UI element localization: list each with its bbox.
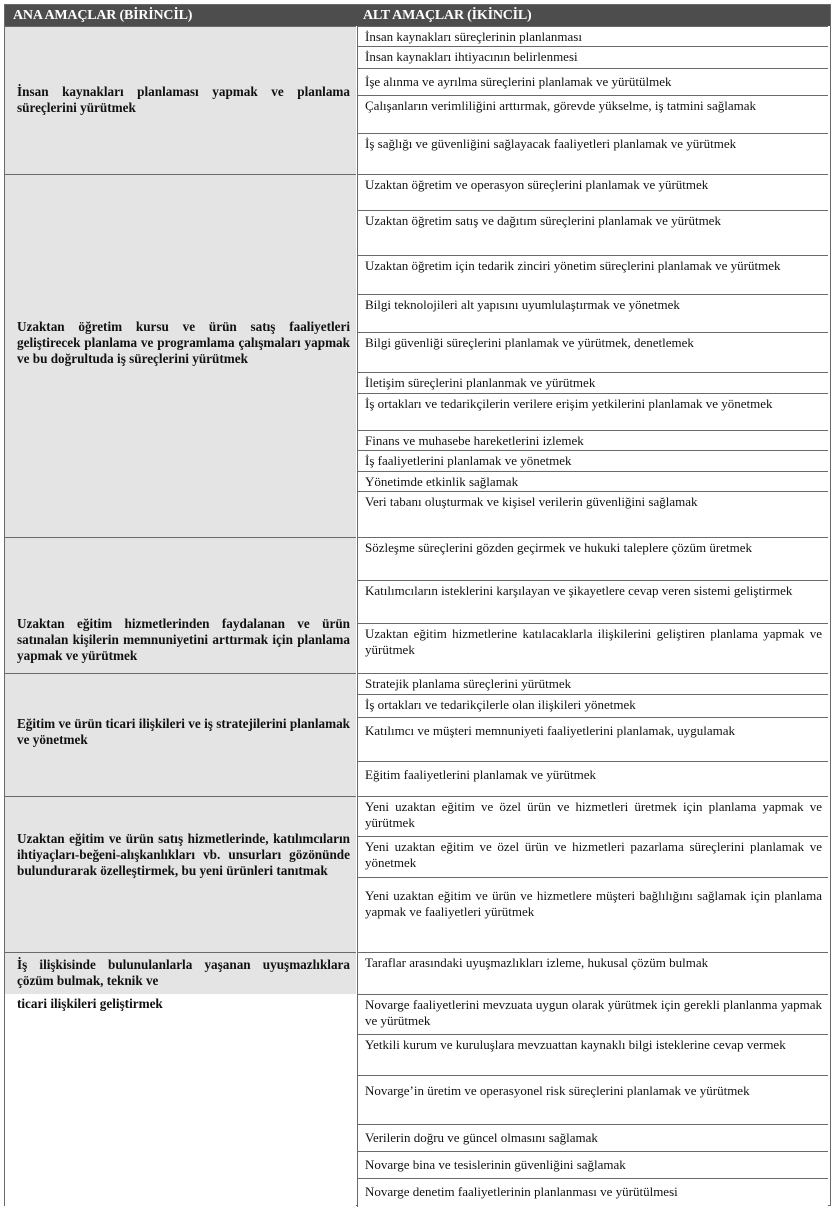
sub-objective-cell [357, 1124, 828, 1151]
header-main-objectives: ANA AMAÇLAR (BİRİNCİL) [13, 8, 193, 23]
sub-objective-cell [357, 210, 828, 255]
main-objective-text: Uzaktan eğitim ve ürün satış hizmetlerinde, katılımcıların ihtiyaçları-beğeni-alışkanlıkları vb. unsurları gözönünde bulundurarak özelleştirmek, bu yeni ürünleri tanıtmak [17, 831, 350, 878]
main-objective-text: Uzaktan öğretim kursu ve ürün satış faaliyetleri geliştirecek planlama ve programlama çalışmaları yapmak ve bu doğrultuda iş süreçlerini yürütmek [17, 319, 350, 366]
sub-objective-cell [357, 332, 828, 372]
main-objective-text: İş ilişkisinde bulunulanlarla yaşanan uyuşmazlıklara çözüm bulmak, teknik ve [17, 957, 350, 988]
sub-objective-cell [357, 537, 828, 580]
header-sub-objectives: ALT AMAÇLAR (İKİNCİL) [363, 8, 532, 23]
sub-objective-cell [357, 761, 828, 796]
sub-objective-text: Novarge faaliyetlerini mevzuata uygun olarak yürütmek için gerekli planlanma yapmak ve yürütmek [365, 997, 822, 1028]
sub-objective-cell [357, 877, 828, 952]
sub-objective-cell [357, 68, 828, 95]
sub-objective-cell [357, 372, 828, 393]
sub-objective-text: Bilgi güvenliği süreçlerini planlamak ve yürütmek, denetlemek [365, 335, 694, 350]
main-objective-text: Uzaktan eğitim hizmetlerinden faydalanan ve ürün satınalan kişilerin memnuniyetini arttırmak için planlama yapmak ve yürütmek [17, 616, 350, 663]
sub-objective-text: Taraflar arasındaki uyuşmazlıkları izleme, hukusal çözüm bulmak [365, 955, 709, 970]
sub-objective-cell [357, 1034, 828, 1075]
sub-objective-text: İnsan kaynakları süreçlerinin planlanması [365, 29, 582, 44]
sub-objective-text: Yetkili kurum ve kuruluşlara mevzuattan kaynaklı bilgi isteklerine cevap vermek [365, 1037, 786, 1052]
main-objective-cell [5, 26, 356, 174]
sub-objective-text: Novarge bina ve tesislerinin güvenliğini sağlamak [365, 1157, 626, 1172]
sub-objective-text: Yönetimde etkinlik sağlamak [365, 474, 519, 489]
sub-objective-cell [357, 46, 828, 68]
sub-objective-cell [357, 717, 828, 761]
sub-objective-text: Uzaktan öğretim için tedarik zinciri yönetim süreçlerini planlamak ve yürütmek [365, 258, 781, 273]
main-objective-cell [5, 174, 356, 537]
sub-objective-text: İş ortakları ve tedarikçilerle olan ilişkileri yönetmek [365, 697, 636, 712]
sub-objective-cell [357, 95, 828, 133]
sub-objective-cell [357, 1178, 828, 1207]
sub-objective-text: Eğitim faaliyetlerini planlamak ve yürütmek [365, 767, 597, 782]
sub-objective-cell [357, 26, 828, 46]
sub-objective-text: İş sağlığı ve güvenliğini sağlayacak faaliyetleri planlamak ve yürütmek [365, 136, 737, 151]
sub-objective-text: Novarge denetim faaliyetlerinin planlanması ve yürütülmesi [365, 1184, 678, 1199]
sub-objective-text: Yeni uzaktan eğitim ve özel ürün ve hizmetleri üretmek için planlama yapmak ve yürütmek [365, 799, 822, 830]
main-objective-cell [5, 994, 356, 1207]
sub-objective-cell [357, 994, 828, 1034]
sub-objective-cell [357, 393, 828, 430]
sub-objective-text: İş faaliyetlerini planlamak ve yönetmek [365, 453, 572, 468]
main-objective-text: ticari ilişkileri geliştirmek [17, 996, 163, 1011]
sub-objective-text: Katılımcı ve müşteri memnuniyeti faaliyetlerini planlamak, uygulamak [365, 723, 736, 738]
sub-objective-text: Uzaktan öğretim ve operasyon süreçlerini planlamak ve yürütmek [365, 177, 709, 192]
sub-objective-text: Sözleşme süreçlerini gözden geçirmek ve hukuki taleplere çözüm üretmek [365, 540, 752, 555]
sub-objective-cell [357, 174, 828, 210]
sub-objective-cell [357, 836, 828, 877]
sub-objective-cell [357, 952, 828, 994]
sub-objective-text: Katılımcıların isteklerini karşılayan ve şikayetlere cevap veren sistemi geliştirmek [365, 583, 793, 598]
sub-objective-text: Bilgi teknolojileri alt yapısını uyumlulaştırmak ve yönetmek [365, 297, 680, 312]
main-objective-text: İnsan kaynakları planlaması yapmak ve planlama süreçlerini yürütmek [17, 84, 350, 115]
sub-objective-cell [357, 430, 828, 450]
sub-objective-cell [357, 1075, 828, 1124]
sub-objective-text: Yeni uzaktan eğitim ve özel ürün ve hizmetleri pazarlama süreçlerini planlamak ve yönetmek [365, 839, 822, 870]
sub-objective-text: İletişim süreçlerini planlanmak ve yürütmek [365, 375, 596, 390]
sub-objective-text: İşe alınma ve ayrılma süreçlerini planlamak ve yürütülmek [365, 74, 672, 89]
sub-objective-cell [357, 1151, 828, 1178]
sub-objective-text: Yeni uzaktan eğitim ve ürün ve hizmetlere müşteri bağlılığını sağlamak için planlama yapmak ve faaliyetleri yürütmek [365, 888, 822, 919]
sub-objective-text: Çalışanların verimliliğini arttırmak, görevde yükselme, iş tatmini sağlamak [365, 98, 756, 113]
objectives-table [4, 4, 831, 1206]
main-objective-cell [5, 796, 356, 952]
sub-objective-cell [357, 694, 828, 717]
main-objective-text: Eğitim ve ürün ticari ilişkileri ve iş stratejilerini planlamak ve yönetmek [17, 716, 350, 747]
sub-objective-cell [357, 491, 828, 537]
sub-objective-text: Finans ve muhasebe hareketlerini izlemek [365, 433, 584, 448]
sub-objective-text: Uzaktan eğitim hizmetlerine katılacaklarla ilişkilerini geliştiren planlama yapmak ve yürütmek [365, 626, 822, 657]
sub-objective-cell [357, 580, 828, 623]
sub-objective-text: Uzaktan öğretim satış ve dağıtım süreçlerini planlamak ve yürütmek [365, 213, 721, 228]
main-objective-cell [5, 673, 356, 796]
sub-objective-text: Verilerin doğru ve güncel olmasını sağlamak [365, 1130, 598, 1145]
sub-objective-cell [357, 133, 828, 174]
sub-objective-text: İş ortakları ve tedarikçilerin verilere erişim yetkilerini planlamak ve yönetmek [365, 396, 773, 411]
sub-objective-cell [357, 796, 828, 836]
main-objective-cell [5, 537, 356, 673]
sub-objective-cell [357, 623, 828, 673]
sub-objective-cell [357, 294, 828, 332]
sub-objective-cell [357, 673, 828, 694]
table-header [5, 5, 830, 26]
main-objective-cell [5, 952, 356, 994]
sub-objective-cell [357, 450, 828, 471]
sub-objective-text: İnsan kaynakları ihtiyacının belirlenmesi [365, 49, 578, 64]
sub-objective-cell [357, 255, 828, 294]
sub-objective-cell [357, 471, 828, 491]
sub-objective-text: Stratejik planlama süreçlerini yürütmek [365, 676, 572, 691]
sub-objective-text: Novarge’in üretim ve operasyonel risk süreçlerini planlamak ve yürütmek [365, 1083, 750, 1098]
sub-objective-text: Veri tabanı oluşturmak ve kişisel verilerin güvenliğini sağlamak [365, 494, 698, 509]
